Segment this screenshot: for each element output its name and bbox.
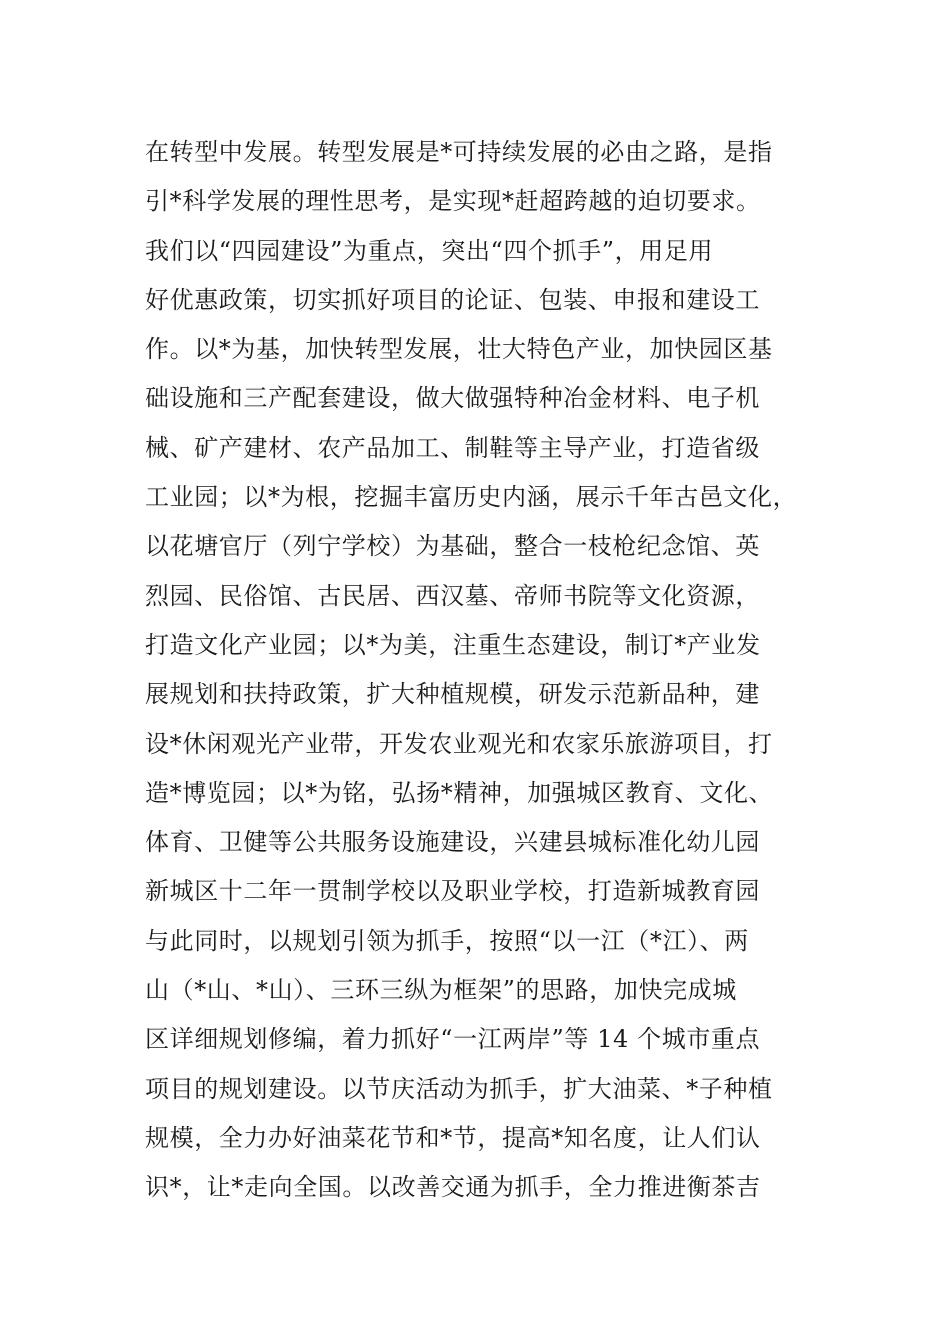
text-line: 体育、卫健等公共服务设施建设，兴建县城标准化幼儿园	[145, 828, 760, 857]
text-line: 山（*山、*山）、三环三纵为框架”的思路，加快完成城	[145, 976, 737, 1005]
text-line: 在转型中发展。转型发展是*可持续发展的必由之路，是指	[145, 138, 773, 166]
text-line: 规模，全力办好油菜花节和*节，提高*知名度，让人们认	[145, 1123, 761, 1152]
text-line: 引*科学发展的理性思考，是实现*赶超跨越的迫切要求。	[145, 187, 761, 216]
body-text	[145, 128, 825, 1213]
text-line: 础设施和三产配套建设，做大做强特种冶金材料、电子机	[145, 384, 760, 413]
text-line: 工业园；以*为根，挖掘丰富历史内涵，展示千年古邑文化，	[145, 483, 798, 512]
text-line: 我们以“四园建设”为重点，突出“四个抓手”，用足用	[145, 236, 714, 265]
text-line: 项目的规划建设。以节庆活动为抓手，扩大油菜、*子种植	[145, 1074, 773, 1103]
text-line: 烈园、民俗馆、古民居、西汉墓、帝师书院等文化资源，	[145, 581, 760, 610]
text-line: 以花塘官厅（列宁学校）为基础，整合一枝枪纪念馆、英	[145, 532, 760, 561]
text-line: 作。以*为基，加快转型发展，壮大特色产业，加快园区基	[145, 335, 773, 364]
text-line: 区详细规划修编，着力抓好“一江两岸”等 14 个城市重点	[145, 1025, 761, 1054]
text-line: 造*博览园；以*为铭，弘扬*精神，加强城区教育、文化、	[145, 778, 774, 807]
text-line: 好优惠政策，切实抓好项目的论证、包装、申报和建设工	[145, 285, 760, 314]
text-line: 械、矿产建材、农产品加工、制鞋等主导产业，打造省级	[145, 433, 760, 462]
text-line: 新城区十二年一贯制学校以及职业学校，打造新城教育园	[145, 877, 760, 906]
text-line: 识*，让*走向全国。以改善交通为抓手，全力推进衡茶吉	[145, 1173, 761, 1202]
text-line: 展规划和扶持政策，扩大种植规模，研发示范新品种，建	[145, 680, 760, 709]
text-line: 打造文化产业园；以*为美，注重生态建设，制订*产业发	[145, 630, 761, 659]
text-line: 与此同时，以规划引领为抓手，按照“以一江（*江）、两	[145, 926, 749, 955]
text-line: 设*休闲观光产业带，开发农业观光和农家乐旅游项目，打	[145, 729, 773, 758]
